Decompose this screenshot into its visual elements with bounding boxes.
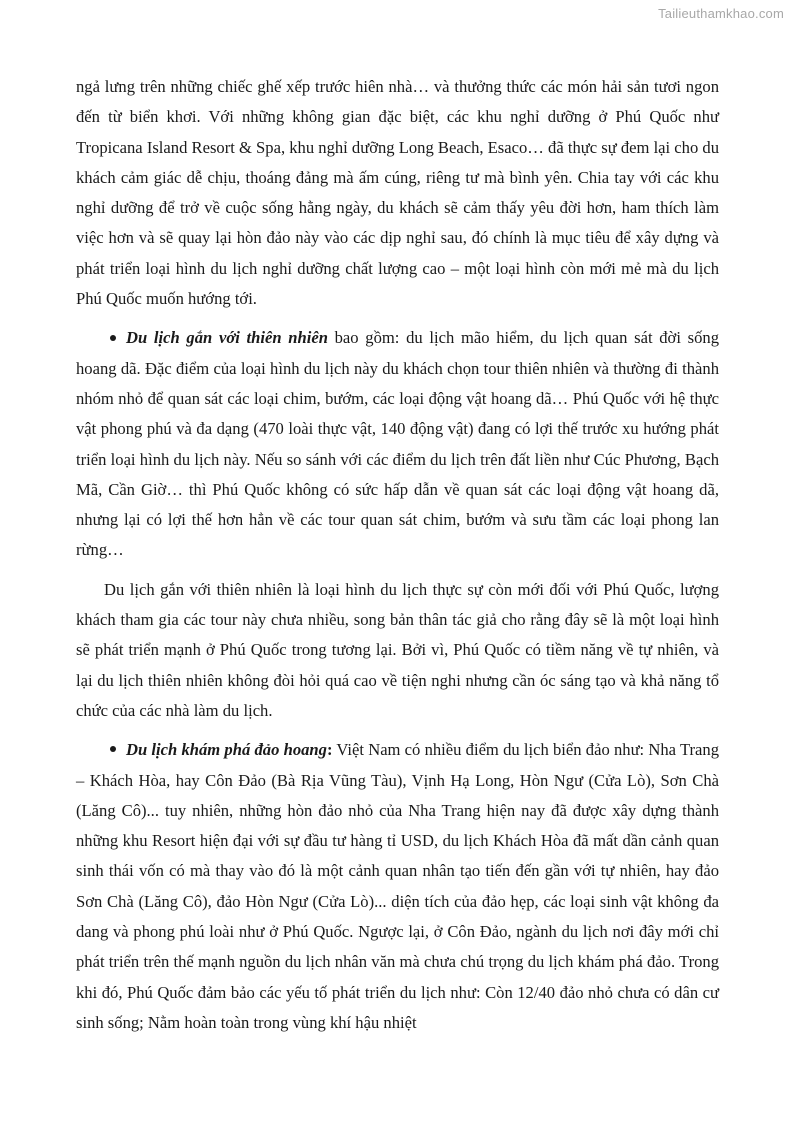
paragraph-1: ngả lưng trên những chiếc ghế xếp trước hiên nhà… và thưởng thức các món hải sản tươi ngon đến từ biển khơi. Với những không gian đặc biệt, các khu nghỉ dưỡng ở Phú Quốc như Tropicana Island Resort & Spa, khu nghỉ dưỡng Long Beach, Esaco… đã thực sự đem lại cho du khách cảm giác dễ chịu, thoáng đảng mà ấm cúng, riêng tư mà bình yên. Chia tay với các khu nghỉ dưỡng để trở về cuộc sống hằng ngày, du khách sẽ cảm thấy yêu đời hơn, ham thích làm việc hơn và sẽ quay lại hòn đảo này vào các dịp nghỉ sau, đó chính là mục tiêu để xây dựng và phát triển loại hình du lịch nghỉ dưỡng chất lượng cao – một loại hình còn mới mẻ mà du lịch Phú Quốc muốn hướng tới. xyxy=(76,77,720,309)
bullet-dot-icon xyxy=(110,746,116,752)
bullet-title: Du lịch gắn với thiên nhiên xyxy=(126,328,328,348)
paragraph-2: Du lịch gắn với thiên nhiên là loại hình du lịch thực sự còn mới đối với Phú Quốc, lượng khách tham gia các tour này chưa nhiều, song bản thân tác giả cho rằng đây sẽ là một loại hình sẽ phát triển mạnh ở Phú Quốc trong tương lại. Bởi vì, Phú Quốc có tiềm năng về tự nhiên, và lại du lịch thiên nhiên không đòi hỏi quá cao về tiện nghi nhưng cần óc sáng tạo và khả năng tổ chức của các nhà làm du lịch. xyxy=(76,579,719,720)
bullet-colon: : xyxy=(326,740,333,760)
bullet-dot-icon xyxy=(110,335,116,341)
bullet-text: Việt Nam có nhiều điểm du lịch biển đảo như: Nha Trang – Khách Hòa, hay Côn Đảo (Bà Rịa Vũng Tàu), Vịnh Hạ Long, Hòn Ngư (Cửa Lò), Sơn Chà (Lăng Cô)... tuy nhiên, những hòn đảo nhỏ của Nha Trang hiện nay đã được xây dựng thành những khu Resort hiện đại với sự đầu tư hàng tỉ USD, du lịch Khách Hòa đã mất dần cảnh quan sinh thái vốn có mà thay vào đó là một cảnh quan nhân tạo tiến đến gần với tự nhiên, hay đảo Sơn Chà (Lăng Cô), đảo Hòn Ngư (Cửa Lò)... diện tích của đảo hẹp, các loại sinh vật không đa dang và phong phú loài như ở Phú Quốc. Ngược lại, ở Côn Đảo, ngành du lịch nơi đây mới chỉ phát triển trên thế mạnh nguồn du lịch nhân văn mà chưa chú trọng du lịch khám phá đảo. Trong khi đó, Phú Quốc đảm bảo các yếu tố phát triển du lịch như: Còn 12/40 đảo nhỏ chưa có dân cư sinh sống; Nằm hoàn toàn trong vùng khí hậu nhiệt xyxy=(76,740,720,1032)
watermark-text: Tailieuthamkhao.com xyxy=(658,6,784,21)
bullet-island-exploration xyxy=(76,735,719,1038)
bullet-title: Du lịch khám phá đảo hoang xyxy=(126,740,327,760)
bullet-text: bao gồm: du lịch mão hiểm, du lịch quan sát đời sống hoang dã. Đặc điểm của loại hình du lịch này du khách chọn tour thiên nhiên và thường đi thành nhóm nhỏ để quan sát các loại chim, bướm, các loại động vật hoang dã… Phú Quốc với hệ thực vật phong phú và đa dạng (470 loài thực vật, 140 động vật) đang có lợi thế trước xu hướng phát triển loại hình du lịch này. Nếu so sánh với các điểm du lịch trên đất liền như Cúc Phương, Bạch Mã, Cần Giờ… thì Phú Quốc không có sức hấp dẫn về quan sát các loại động vật hoang dã, nhưng lại có lợi thế hơn hẳn về các tour quan sát chim, bướm và sưu tầm các loại phong lan rừng… xyxy=(76,328,719,560)
document-body xyxy=(76,72,719,1047)
bullet-nature-tourism xyxy=(76,323,719,565)
